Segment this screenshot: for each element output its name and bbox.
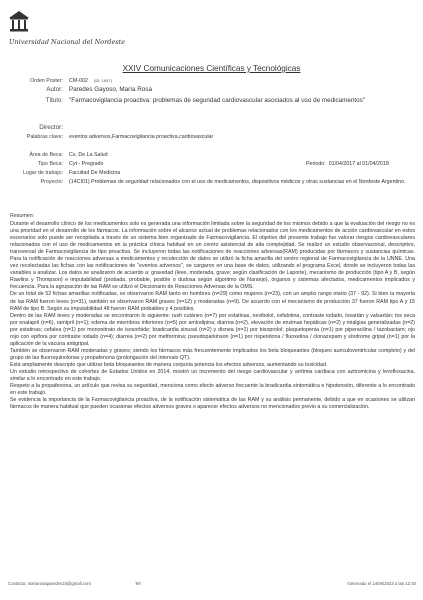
director-value bbox=[69, 124, 418, 134]
abstract-paragraph: Se evidencia la importancia de la Farmacovigilancia proactiva, de la notificación sistemática de las RAM y su análisis permanente, debido a que en ocasiones se utilizan fármacos de manera habitual que pueden ocasionar efectos adversos graves o aparecer efectos adversos no mencionados previo a su comercialización. bbox=[10, 397, 415, 411]
tipo-label: Tipo Beca: bbox=[37, 161, 63, 167]
abstract-section bbox=[10, 213, 415, 411]
autor-label: Autor: bbox=[46, 86, 63, 93]
proyecto-label: Proyecto: bbox=[40, 179, 63, 185]
abstract-paragraph: Está ampliamente descripto que utilizar beta bloqueantes de manera conjunta potencia los efectos adversos, aumentando su toxicidad. bbox=[10, 361, 328, 368]
palabras-label: Palabras clave: bbox=[26, 134, 63, 140]
abstract-paragraph: Durante el desarrollo clínico de los medicamentos solo es generada una información limitada sobre la seguridad de los mismos debido a que la evaluación del riesgo no es una prioridad en el desarrollo de los fármacos. La información sobre el alcance actual de problemas relacionados con los medicamentos de acción cardiovascular en estos escenarios solo puede ser recopilada a través de un sistema bien organizado de Farmacovigilancia. El objetivo del presente trabajo fue valorar riesgos cardiovasculares relacionados con el uso de medicamentos en la práctica clínica habitual en un centro asistencial de alta complejidad. Se realizó un estudio observacional, descriptivo, transversal de Farmacovigilancia de tipo proactiva. Se incluyeron todas las notificaciones de reacciones adversas(RAM) producidas por fármacos y sustancias químicas. Para la notificación de reacciones adversas a medicamentos y recolección de datos se utilizó la ficha amarilla del centro regional de Farmacovigilancia de la UNNE. Una vez recolectadas las fichas con las notificaciones de "eventos adversos", se cargaron en una base de datos, utilizando el programa Excel, donde se incluyeron todas las variables a analizar. Los datos se analizaron de acuerdo a: gravedad (leve, moderada, grave; según clasificación de Laporte), mecanismo de producción (tipo A y B, según Rawlins y Thompson) e imputabilidad (probada, probable, posible o dudosa según algoritmo de Naranjo), órganos y sistemas afectados, medicamentos implicados y frecuencia. Para la agrupación de las RAM se utilizó el Diccionario de Reacciones Adversas de la OMS. bbox=[10, 221, 415, 291]
lugar-value: Facultad De Medicina bbox=[69, 170, 121, 176]
area-row bbox=[6, 152, 418, 161]
periodo-value: 01/04/2017 al 01/04/2018 bbox=[328, 161, 389, 167]
director-label: Director: bbox=[39, 124, 63, 131]
orden-value: CM-002 bbox=[69, 78, 88, 84]
area-label: Área de Beca: bbox=[29, 152, 63, 158]
footer-generated: Generado el 14/06/2023 a las 12:40 bbox=[347, 581, 416, 586]
abstract-paragraph: Respeto a la propafenona, un artículo que revisa su seguridad, menciona como efecto adverso frecuente la bradicardia sintomática e hipotensión, diferente a lo encontrado en este trabajo. bbox=[10, 383, 415, 397]
footer-tel: Tel: bbox=[135, 581, 142, 586]
abstract-paragraph: Dentro de las RAM leves y moderadas se encontraron lo siguiente: rush cutáneo (n=7) por estatinas, nevibolol, cefalotina, contraste iodado, losartán y valsartán; tos seca por enalapril (n=6), ramipril (n=1); edema de miembros inferiores (n=5) por amlodipina; diarrea (n=2), elevación de enzimas hepáticas (n=2) y mialgias generalizadas (n=2) por estatinas; cefalea (n=1) por mononitrato de isosorbide; bradicardia sinusal (n=2) y disnea (n=1) por bisoprolol; plaquetopenia (n=1) por piperacilina / tazobactam; ojo rojo con epífora por contraste iodado (n=4); diarrea (n=2) por metformina; pseudoparkinson (n=1) por risperidona / fluoxetina / clonazepam y síndrome gripal (n=1) por la aplicación de la vacuna antigripal. bbox=[10, 312, 415, 347]
titulo-value: "Farmacovigilancia proactiva: problemas de seguridad cardiovascular asociados al uso de medicamentos" bbox=[69, 97, 366, 104]
abstract-paragraph: También se observaron RAM moderadas y graves; siendo los fármacos más frecuentemente implicados los beta bloqueantes (bloqueo auriculoventricular completo) y del grupo de las fluoroquinolonas y propafenona (prolongación del intervalo QT). bbox=[10, 347, 415, 361]
director-row bbox=[6, 124, 418, 134]
area-value: Cs. De La Salud bbox=[69, 152, 108, 158]
lugar-label: Lugar de trabajo: bbox=[22, 170, 63, 176]
orden-id: (ID: 1657) bbox=[94, 78, 112, 83]
palabras-value: eventos adversos,Farmacovigilancia proactiva,cardiovascular bbox=[69, 134, 214, 140]
abstract-body bbox=[10, 221, 415, 411]
poster-metadata bbox=[6, 78, 418, 199]
footer-contact: Contacto: mariarosaparedes15@gmail.com bbox=[8, 581, 91, 586]
proyecto-row bbox=[6, 179, 418, 199]
palabras-row bbox=[6, 134, 418, 152]
university-emblem-icon bbox=[8, 10, 30, 34]
tipo-value: Cyt - Pregrado bbox=[69, 161, 104, 167]
orden-value-group bbox=[69, 78, 418, 86]
abstract-paragraph: De un total de 52 fichas amarillas notificadas, se observaron RAM tanto en hombres (n=29) como mujeres (n=23), con un amplio rango etario (37 - 92). Si bien la mayoría de las RAM fueron leves (n=31), también se observaron RAM graves (n=12) y moderadas (n=9). De acuerdo con el mecanismo de producción 37 fueron RAM tipo A y 15 RAM de tipo B. Según su imputabilidad 48 fueron RAM probables y 4 posibles. bbox=[10, 291, 415, 312]
university-name: Universidad Nacional del Nordeste bbox=[9, 38, 126, 46]
abstract-title: Resumen: bbox=[10, 213, 35, 219]
tipo-value-group bbox=[69, 161, 418, 170]
autor-row bbox=[6, 86, 418, 97]
lugar-row bbox=[6, 170, 418, 179]
tipo-row bbox=[6, 161, 418, 170]
titulo-row bbox=[6, 97, 418, 124]
orden-label: Orden Poster: bbox=[30, 78, 63, 84]
page-header bbox=[0, 10, 423, 60]
abstract-paragraph: Un estudio retrospectivo de cohortes de Estados Unidos en 2014, mostró un incremento del riesgo cardiovascular y arritmia cardiaca con azitromicina y levofloxacina, similar a lo encontrado en este trabajo. bbox=[10, 368, 415, 383]
periodo-label: Periodo: bbox=[306, 161, 326, 167]
proyecto-value: (14CI01) Problemas de seguridad relacionados con el uso de medicamentos, dispositivos médicos y otras sustancias en el Nordeste Argentino. bbox=[69, 179, 406, 185]
titulo-label: Título: bbox=[45, 97, 63, 104]
event-banner: XXIV Comunicaciones Científicas y Tecnológicas bbox=[122, 64, 301, 73]
autor-value: Paredes Gayoso, María Rosa bbox=[69, 86, 152, 93]
orden-row bbox=[6, 78, 418, 86]
